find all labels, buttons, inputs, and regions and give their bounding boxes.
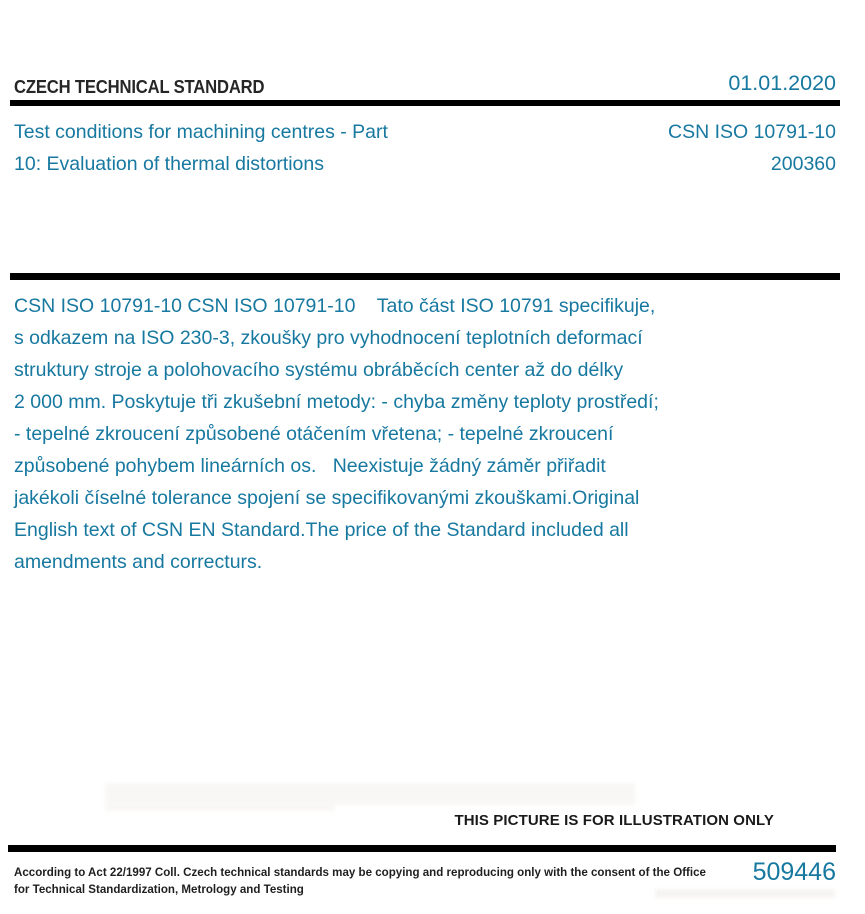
ghost-watermark-artifact bbox=[105, 783, 635, 805]
header-divider-rule bbox=[10, 100, 840, 106]
abstract-line: způsobené pohybem lineárních os. Neexistuje žádný záměr přiřadit bbox=[14, 455, 606, 477]
footer-legal-line: According to Act 22/1997 Coll. Czech technical standards may be copying and reproducing only with the consent of the Office bbox=[14, 865, 706, 879]
abstract-line: - tepelné zkroucení způsobené otáčením vřetena; - tepelné zkroucení bbox=[14, 423, 614, 445]
abstract-line: jakékoli číselné tolerance spojení se specifikovanými zkouškami.Original bbox=[14, 487, 640, 509]
title-divider-rule bbox=[10, 273, 840, 280]
standard-type-heading: CZECH TECHNICAL STANDARD bbox=[14, 76, 265, 97]
footer-divider-rule bbox=[8, 845, 836, 852]
footer-legal-text bbox=[14, 864, 706, 898]
standard-identifiers bbox=[668, 116, 836, 180]
illustration-only-note: THIS PICTURE IS FOR ILLUSTRATION ONLY bbox=[454, 812, 774, 829]
standard-title bbox=[14, 116, 484, 180]
abstract-paragraph bbox=[14, 290, 794, 578]
footer-order-number: 509446 bbox=[752, 858, 836, 886]
standard-title-line: 10: Evaluation of thermal distortions bbox=[14, 153, 325, 175]
abstract-line: CSN ISO 10791-10 CSN ISO 10791-10 Tato část ISO 10791 specifikuje, bbox=[14, 295, 656, 317]
standard-code: CSN ISO 10791-10 bbox=[667, 121, 836, 143]
abstract-line: English text of CSN EN Standard.The price of the Standard included all bbox=[14, 519, 629, 541]
issue-date: 01.01.2020 bbox=[728, 71, 836, 95]
standard-title-line: Test conditions for machining centres - Part bbox=[14, 121, 388, 143]
footer-legal-line: for Technical Standardization, Metrology and Testing bbox=[14, 882, 304, 896]
ghost-watermark-artifact bbox=[105, 806, 335, 810]
abstract-line: amendments and correcturs. bbox=[14, 551, 263, 573]
abstract-line: s odkazem na ISO 230-3, zkoušky pro vyhodnocení teplotních deformací bbox=[14, 327, 643, 349]
abstract-line: 2 000 mm. Poskytuje tři zkušební metody: - chyba změny teploty prostředí; bbox=[14, 391, 659, 413]
abstract-line: struktury stroje a polohovacího systému obráběcích center až do délky bbox=[14, 359, 624, 381]
class-number: 200360 bbox=[770, 153, 836, 175]
